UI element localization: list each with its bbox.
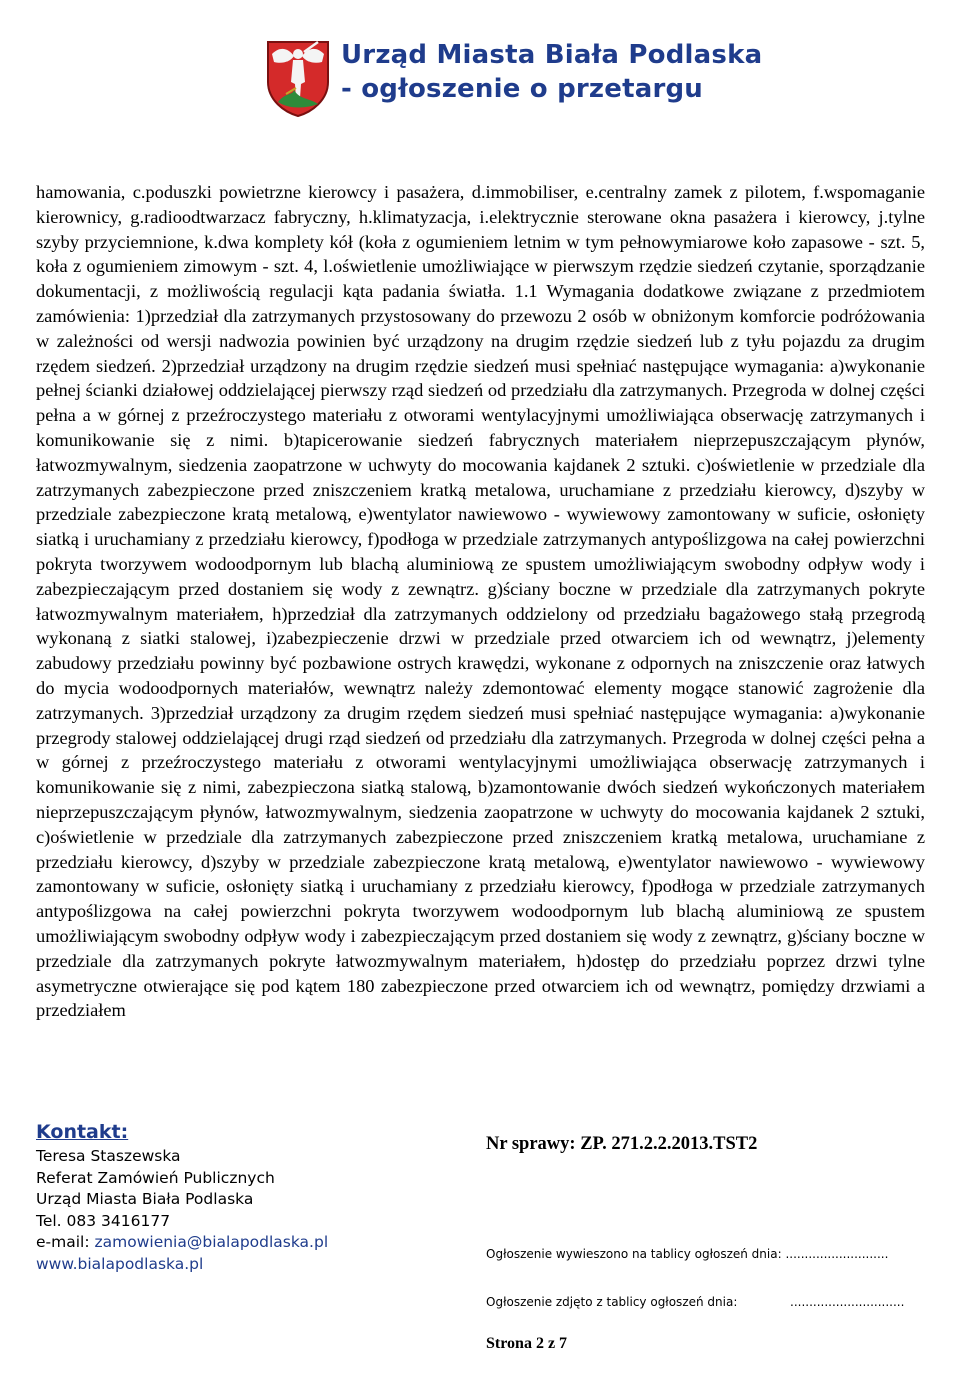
contact-email-line [36, 1232, 328, 1254]
contact-office: Urząd Miasta Biała Podlaska [36, 1190, 254, 1208]
header-title-line-1: Urząd Miasta Biała Podlaska [341, 40, 763, 70]
page-number: Strona 2 z 7 [486, 1335, 568, 1352]
case-number: Nr sprawy: ZP. 271.2.2.2013.TST2 [486, 1134, 758, 1154]
contact-email-label: e-mail: [36, 1233, 95, 1251]
contact-website-link[interactable]: www.bialapodlaska.pl [36, 1254, 204, 1273]
posted-notice: Ogłoszenie wywieszono na tablicy ogłoszeń dnia: ........................... [486, 1247, 889, 1261]
coat-of-arms-icon [264, 38, 332, 118]
contact-block [36, 1120, 328, 1275]
contact-department: Referat Zamówień Publicznych [36, 1168, 275, 1187]
contact-name: Teresa Staszewska [36, 1147, 181, 1165]
header-title-line-2: - ogłoszenie o przetargu [341, 74, 704, 104]
contact-heading: Kontakt: [36, 1121, 129, 1143]
removed-notice-label: Ogłoszenie zdjęto z tablicy ogłoszeń dnia: [486, 1295, 738, 1309]
removed-notice-dots: .............................. [790, 1295, 905, 1309]
document-header [0, 0, 960, 150]
tender-specification-text: hamowania, c.poduszki powietrzne kierowcy i pasażera, d.immobiliser, e.centralny zamek z pilotem, f.wspomaganie kierownicy, g.radioodtwarzacz fabryczny, h.klimatyzacja, i.elektrycznie sterowane okna pasażera i kierowcy, j.tylne szyby przyciemnione, k.dwa komplety kół (koła z ogumieniem letnim w tym pełnowymiarowe koło zapasowe - szt. 5, koła z ogumieniem zimowym - szt. 4, l.oświetlenie umożliwiające w pierwszym rzędzie siedzeń czytanie, sporządzanie dokumentacji, z możliwością regulacji kąta padania światła. 1.1 Wymagania dodatkowe związane z przedmiotem zamówienia: 1)przedział dla zatrzymanych przystosowany do przewozu 2 osób w obniżonym komforcie podróżowania w zależności od wersji nadwozia powinien być urządzony na drugim rzędzie siedzeń lub z tyłu pojazdu za drugim rzędem siedzeń. 2)przedział urządzony na drugim rzędzie siedzeń musi spełniać następujące wymagania: a)wykonanie pełnej ścianki działowej oddzielającej pierwszy rząd siedzeń od przedziału dla zatrzymanych. Przegroda w dolnej części pełna a w górnej z przeźroczystego materiału z otworami wentylacyjnymi umożliwiająca obserwację zatrzymanych i komunikowanie się z nimi. b)tapicerowanie siedzeń fabrycznych materiałem nieprzepuszczającym płynów, łatwozmywalnym, siedzenia zaopatrzone w uchwyty do mocowania kajdanek 2 sztuki. c)oświetlenie w przedziale dla zatrzymanych zabezpieczone przed zniszczeniem kratką metalowa, uruchamiane z przedziału kierowcy, d)szyby w przedziale zabezpieczone kratą metalową, e)wentylator nawiewowo - wywiewowy zamontowany w suficie, osłonięty siatką i uruchamiany z przedziału kierowcy, f)podłoga w przedziale zatrzymanych antypoślizgowa na całej powierzchni pokryta tworzywem wodoodpornym lub blachą aluminiową ze spustem umożliwiającym swobodny odpływ wody i zabezpieczającym przed dostaniem się wody z zewnątrz. g)ściany boczne w przedziale dla zatrzymanych pokryte łatwozmywalnym materiałem, h)przedział dla zatrzymanych oddzielony od przedziału bagażowego stałą przegrodą wykonaną z siatki stalowej, i)zabezpieczenie drzwi w przedziale przed otwarciem ich od wewnątrz, j)elementy zabudowy przedziału powinny być pozbawione ostrych krawędzi, wykonane z odpornych na zniszczenie oraz łatwych do mycia wodoodpornych materiałów, wewnątrz należy zdemontować elementy mogące stanowić zagrożenie dla zatrzymanych. 3)przedział urządzony za drugim rzędem siedzeń musi spełniać następujące wymagania: a)wykonanie przegrody stalowej oddzielającej drugi rząd siedzeń od przedziału dla zatrzymanych. Przegroda w dolnej części pełna a w górnej z przeźroczystego materiału z otworami wentylacyjnymi umożliwiająca obserwację zatrzymanych i komunikowanie się z nimi, zabezpieczona siatką stalową, b)zamontowanie dwóch siedzeń wykończonych materiałem nieprzepuszczającym płynów, łatwozmywalnym, siedzenia zaopatrzone w uchwyty do mocowania kajdanek 2 sztuki, c)oświetlenie w przedziale dla zatrzymanych zabezpieczone przed zniszczeniem kratką metalowa, uruchamiane z przedziału kierowcy, d)szyby w przedziale zabezpieczone kratą metalową, e)wentylator nawiewowo - wywiewowy zamontowany w suficie, osłonięty siatką i uruchamiany z przedziału kierowcy, f)podłoga w przedziale zatrzymanych antypoślizgowa na całej powierzchni pokryta tworzywem wodoodpornym lub blachą aluminiową ze spustem umożliwiającym swobodny odpływ wody i zabezpieczającym przed dostaniem się wody z zewnątrz, g)ściany boczne w przedziale dla zatrzymanych pokryte łatwozmywalnym materiałem, h)dostęp do przedziału poprzez drzwi tylne asymetryczne otwierające się pod kątem 180 zabezpieczone przed otwarciem ich od wewnątrz, pomiędzy drzwiami a przedziałem [36, 182, 925, 1021]
removed-notice [486, 1295, 905, 1309]
contact-phone: Tel. 083 3416177 [36, 1211, 171, 1230]
contact-email-link[interactable]: zamowienia@bialapodlaska.pl [94, 1233, 329, 1251]
